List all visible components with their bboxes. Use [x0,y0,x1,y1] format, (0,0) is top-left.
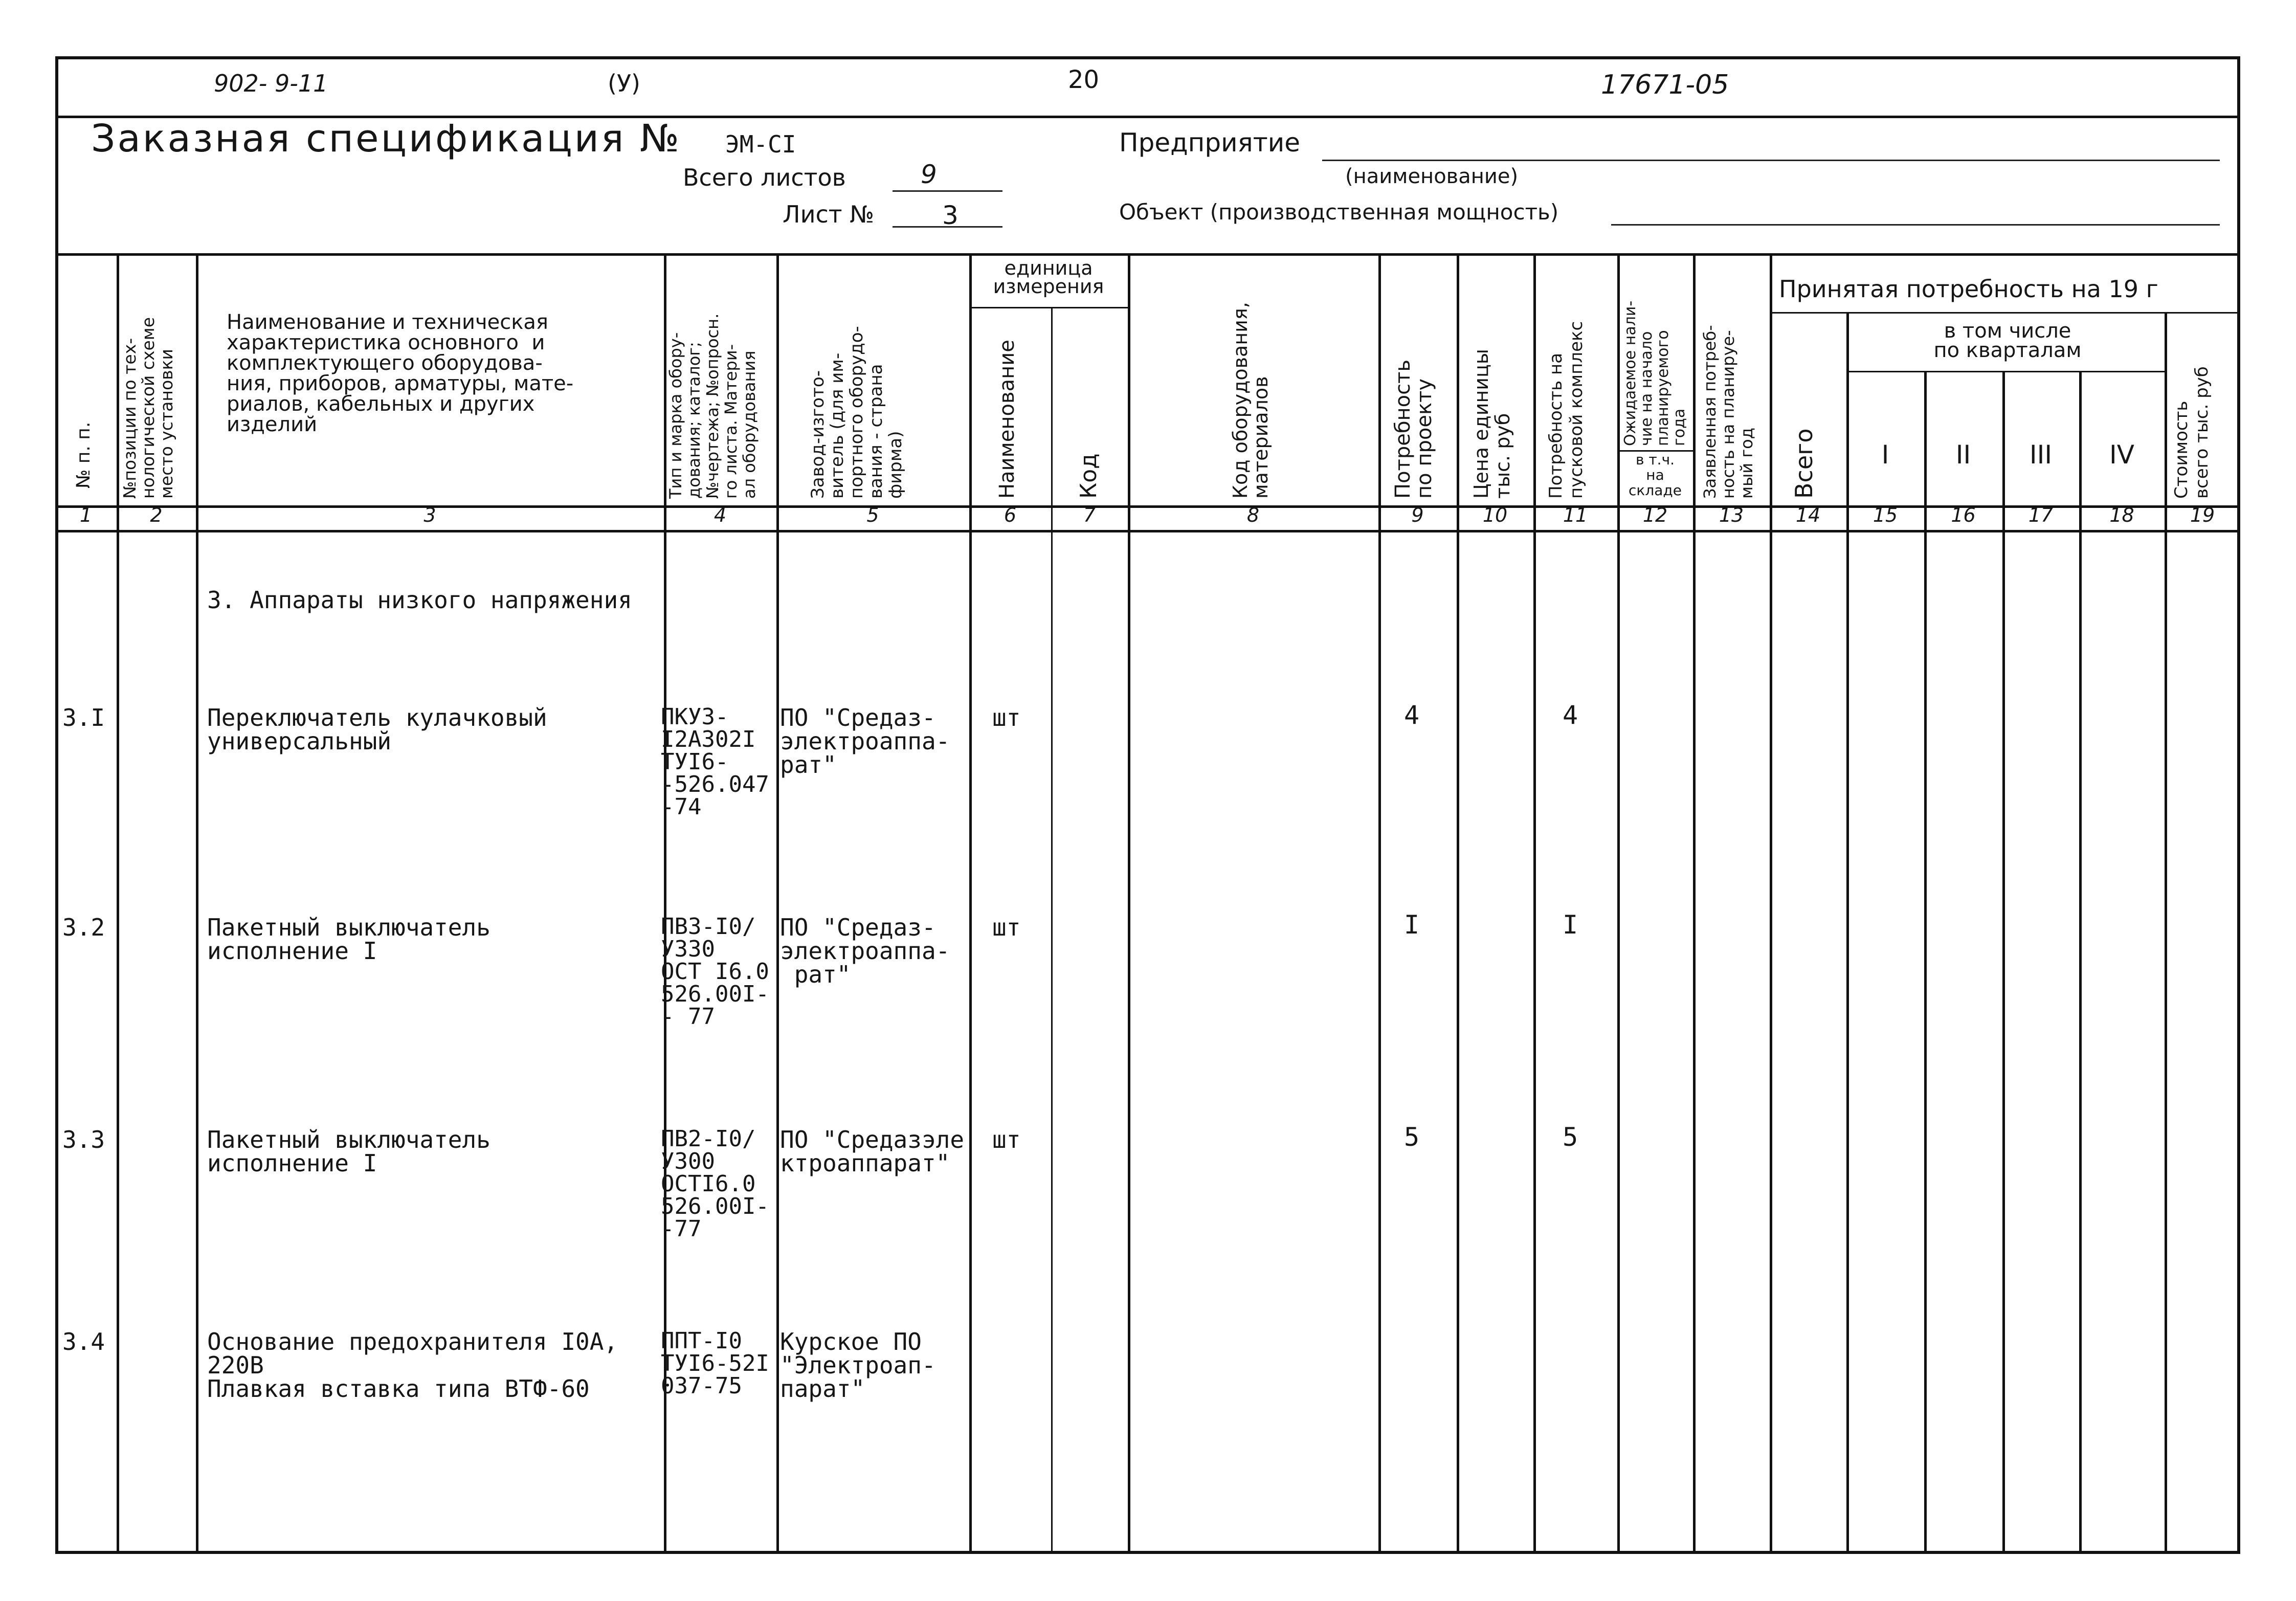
table-row-type: ПКУ3- I2А302I ТУI6- -526.047 -74 [661,704,769,820]
grid-col-line [1617,253,1620,1554]
col-expected-header: Ожидаемое нали- чие на начало планируемого года [1621,300,1688,446]
grid-col-line [1051,307,1053,1554]
col-need-header: Потребность по проекту [1391,359,1436,499]
total-sheets-label: Всего листов [683,164,846,191]
grid-col-line [196,253,198,1554]
total-sheets-underline [893,190,1002,192]
quarters-group-header: в том числе по кварталам [1933,319,2082,362]
col-total-header: Всего [1790,428,1818,499]
table-row-name: Переключатель кулачковый универсальный [207,704,547,755]
table-row-start: I [1563,910,1578,940]
table-row-maker: ПО "Средаз- электроаппа- рат" [780,914,950,988]
grid-col-line [117,253,119,1554]
grid-col-line [1693,253,1696,1554]
col-number: 4 [714,504,727,526]
archive-number: 17671-05 [1601,70,1729,100]
grid-col-line [2079,371,2082,1554]
grid-col-line [1924,371,1927,1554]
table-row-no: 3.2 [62,914,105,941]
col-unit-code-header: Код [1076,453,1102,499]
table-row-unit: шт [992,914,1021,941]
object-label: Объект (производственная мощность) [1119,199,1559,225]
table-row-no: 3.3 [62,1126,105,1153]
unit-group-header: единица измерения [993,257,1104,298]
enterprise-label: Предприятие [1119,128,1301,158]
grid-col-line [1533,253,1536,1554]
accepted-group-rule [1770,312,2240,314]
sheet-underline [893,226,1002,228]
spec-number: ЭМ-СI [725,130,796,158]
grid-col-line [2002,371,2005,1554]
grid-col-line [1128,253,1130,1554]
col-number: 13 [1719,504,1744,526]
grid-col-line [969,253,972,1554]
table-row-unit: шт [992,704,1021,731]
spec-title: Заказная спецификация № [91,117,681,161]
col-position-header: №позиции по тех- нологической схеме место установки [120,317,176,499]
col-number: 8 [1246,504,1260,526]
col-number: 7 [1083,504,1096,526]
col-number: 3 [423,504,436,526]
grid-col-line [1378,253,1381,1554]
col-stock-header: в т.ч. на складе [1629,451,1682,499]
grid-col-line [776,253,779,1554]
col-number: 17 [2028,504,2054,526]
col-number: 6 [1004,504,1017,526]
col-no-header: № п. п. [73,421,94,488]
table-row-need: 5 [1404,1122,1420,1152]
table-row-no: 3.4 [62,1328,105,1355]
col-number: 18 [2109,504,2134,526]
table-row-type: ППТ-I0 ТУI6-52I 037-75 [661,1328,769,1399]
table-row-need: 4 [1404,700,1420,730]
col-price-header: Цена единицы тыс. руб [1470,349,1514,499]
col-number: 11 [1563,504,1588,526]
col-number: 5 [866,504,879,526]
col-type-header: Тип и марка обору- дования; каталог; №чертежа; №опросн. го листа. Матери- ал оборудования [666,313,759,499]
enterprise-underline [1322,160,2220,161]
col-number: 12 [1642,504,1668,526]
col-number: 19 [2190,504,2215,526]
quarters-group-rule [1846,371,2165,372]
object-underline [1611,224,2220,226]
col-q1-header: I [1881,440,1889,470]
col-start-header: Потребность на пусковой комплекс [1546,321,1587,499]
table-row-maker: ПО "Средаз- электроаппа- рат" [780,704,950,779]
col-unit-name-header: Наименование [995,340,1019,499]
table-row-maker: Курское ПО "Электроап- парат" [780,1328,936,1403]
table-row-name: Пакетный выключатель исполнение I [207,914,491,965]
table-row-maker: ПО "Средазэле ктроаппарат" [780,1126,965,1177]
accepted-group-header: Принятая потребность на 19 г [1779,275,2158,303]
col-q3-header: III [2029,440,2053,470]
col-maker-header: Завод-изгото- витель (для им- портного оборудо- вания - страна фирма) [808,326,906,499]
col-number-rule [55,530,2240,532]
table-row-need: I [1404,910,1420,940]
col-declared-header: Заявленная потреб- ность на планируе- мый год [1700,325,1756,499]
table-row-name: Пакетный выключатель исполнение I [207,1126,491,1177]
sheet-value: 3 [942,201,958,230]
table-row-start: 5 [1563,1122,1578,1152]
col-number: 2 [150,504,163,526]
col-equipment-code-header: Код оборудования, материалов [1229,302,1272,499]
doc-code: 902- 9-11 [214,70,328,97]
table-row-unit: шт [992,1126,1021,1153]
table-row-type: ПВ3-I0/ У330 ОСТ I6.0 526.00I- - 77 [661,914,769,1030]
table-row-name: Основание предохранителя I0А, 220В Плавкая вставка типа ВТФ-60 [207,1328,618,1403]
table-row-no: 3.I [62,704,105,731]
col-number: 16 [1951,504,1976,526]
col-number: 14 [1795,504,1821,526]
grid-col-line [2165,312,2167,1554]
table-row-type: ПВ2-I0/ У300 ОСТI6.0 526.00I- -77 [661,1126,769,1242]
col-number: 15 [1873,504,1898,526]
total-sheets-value: 9 [921,160,937,189]
section-title: 3. Аппараты низкого напряжения [207,586,632,614]
col-number: 9 [1411,504,1424,526]
col-number: 10 [1482,504,1508,526]
table-row-start: 4 [1563,700,1578,730]
col-name-header: Наименование и техническая характеристика основного и комплектующего оборудова- ния, приборов, арматуры, мате- риалов, кабельных и других изделий [227,310,574,436]
col-q4-header: IV [2109,440,2134,470]
name-hint: (наименование) [1345,165,1519,188]
grid-col-line [1770,253,1772,1554]
grid-col-line [1457,253,1459,1554]
col-q2-header: II [1955,440,1971,470]
unit-group-rule [969,307,1128,308]
col-cost-header: Стоимость всего тыс. руб [2171,366,2212,499]
col-number: 1 [79,504,93,526]
grid-col-line [1846,312,1849,1554]
doc-mark: (У) [608,70,640,97]
sheet-label: Лист № [783,201,875,228]
title-rule [55,253,2240,256]
page-number: 20 [1068,65,1100,94]
